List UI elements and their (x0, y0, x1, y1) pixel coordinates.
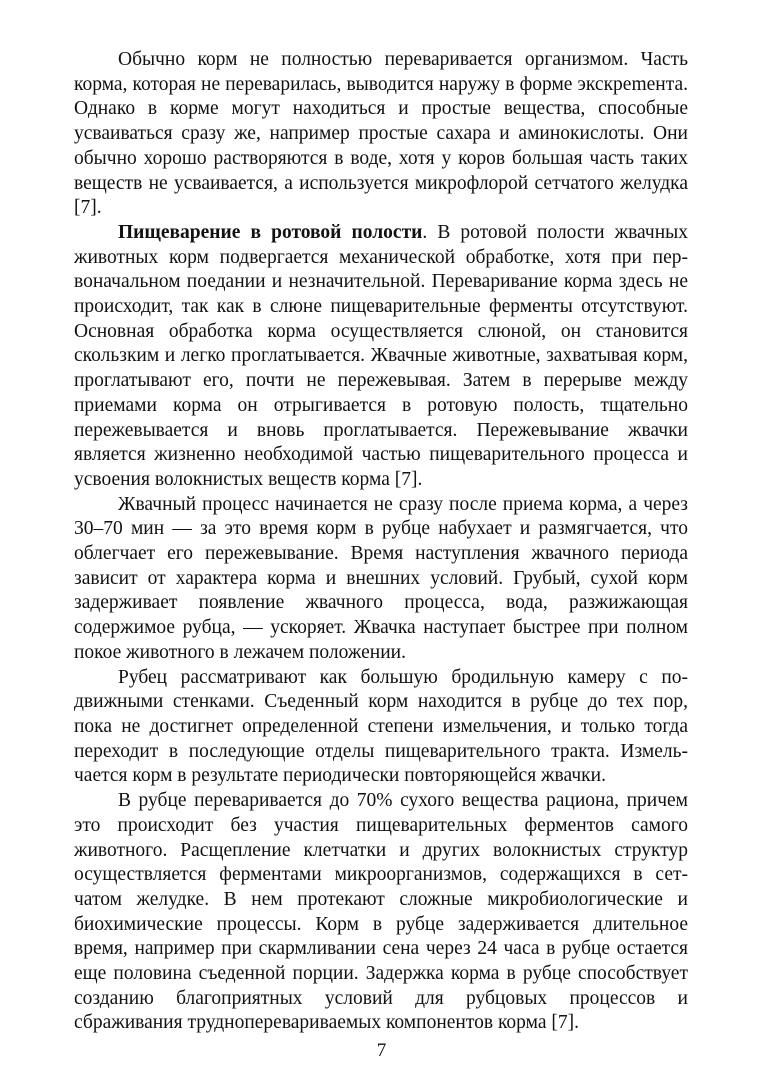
paragraph-3-text: Жвачный процесс начинается не сразу после приема корма, а через 30–70 мин — за это время корм в рубце набухает и размягчается, что облегчает его пережевывание. Время наступления жвачного периода зависит от характера корма и внешних условий. Грубый, сухой корм задерживает появление жвачного процесса, вода, разжижающая содержимое рубца, — ускоряет. Жвачка наступает быстрее при полном покое животного в лежачем положении. (74, 493, 688, 663)
paragraph-2-text: . В ротовой полости жвачных животных корм подвергается механической обработке, хотя при первоначальном поедании и незначительной. Переваривание корма здесь не происходит, так как в слюне пищеварительные ферменты отсутствуют. Основная обработка корма осуществляется слюной, он становится скользким и легко проглатывается. Жвачные животные, захватывая корм, проглатывают его, почти не пережевывая. Затем в перерыве между приемами корма он отрыгивается в ротовую полость, тщательно пережевывается и вновь проглатывается. Пережевывание жвачки является жизненно необходимой частью пищеварительного процесса и усвоения волокнистых веществ корма [7]. (74, 221, 688, 490)
paragraph-4-text: Рубец рассматривают как большую бродильную камеру с подвижными стенками. Съеденный корм находится в рубце до тех пор, пока не достигнет определенной степени измельчения, и только тогда переходит в последующие отделы пищеварительного тракта. Измельчается корм в результате периодически повторяющейся жвачки. (74, 666, 688, 787)
document-page (74, 48, 688, 1036)
page-number: 7 (376, 1040, 387, 1061)
paragraph-3 (74, 493, 688, 666)
paragraph-5-text: В рубце переваривается до 70% сухого вещества рациона, причем это происходит без участия пищеварительных ферментов самого животного. Расщепление клетчатки и других волокнистых структур осуществляется ферментами микроорганизмов, содержащихся в сетчатом желудке. В нем протекают сложные микробиологические и биохимические процессы. Корм в рубце задерживается длительное время, например при скармливании сена через 24 часа в рубце остается еще половина съеденной порции. Задержка корма в рубце способствует созданию благоприятных условий для рубцовых процессов и сбраживания трудноперевариваемых компонентов корма [7]. (74, 790, 688, 1034)
paragraph-2 (74, 221, 688, 493)
paragraph-2-heading: Пищеварение в ротовой полости (118, 221, 423, 243)
paragraph-1 (74, 48, 688, 221)
paragraph-5 (74, 789, 688, 1036)
paragraph-1-text: Обычно корм не полностью переваривается организмом. Часть корма, которая не переварилась, выводится наружу в форме экскреmента. Однако в корме могут находиться и простые вещества, способные усваиваться сразу же, например простые сахара и аминокислоты. Они обычно хорошо растворяются в воде, хотя у коров большая часть таких веществ не усваивается, а используется микрофлорой сетчатого желудка [7]. (74, 49, 688, 219)
paragraph-4 (74, 666, 688, 790)
